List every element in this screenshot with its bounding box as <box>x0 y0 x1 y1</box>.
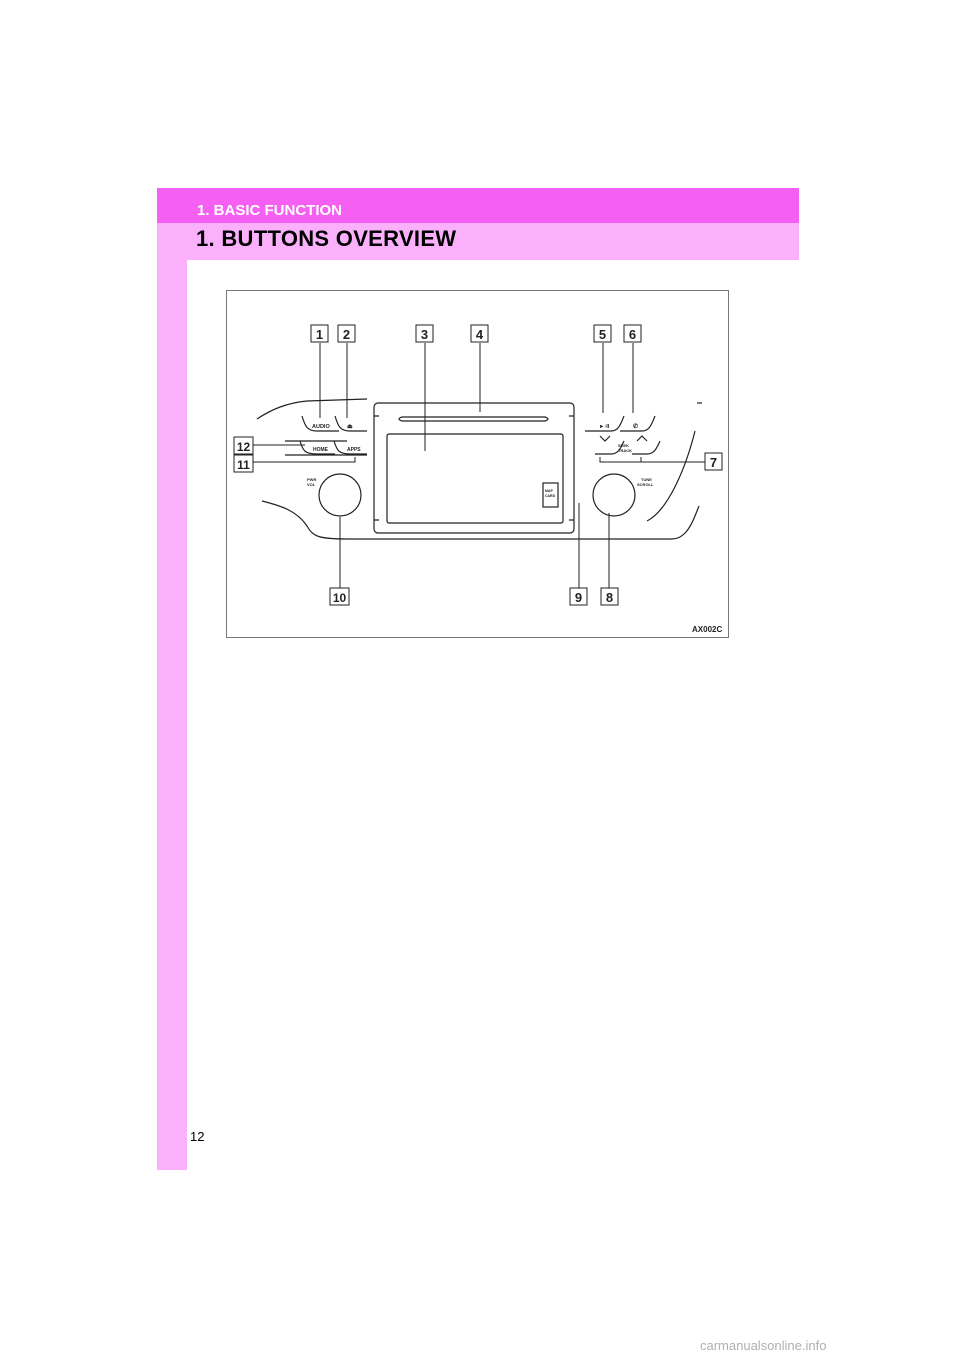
dashboard-outline <box>257 399 702 539</box>
section-label: 1. BASIC FUNCTION <box>197 202 343 219</box>
audio-label: AUDIO <box>312 424 330 430</box>
callout-9: 9 <box>574 590 583 605</box>
seek-label: SEEK <box>618 443 629 448</box>
callout-2: 2 <box>342 327 351 342</box>
card-label: CARD <box>545 494 556 498</box>
apps-label: APPS <box>347 447 361 453</box>
track-label: TRACK <box>618 448 632 453</box>
vol-label: VOL <box>307 482 316 487</box>
tune-label: TUNE <box>641 477 652 482</box>
watermark: carmanualsonline.info <box>700 1338 827 1353</box>
leader-lines <box>236 343 705 588</box>
home-label: HOME <box>313 447 328 453</box>
callout-10: 10 <box>332 591 347 605</box>
play-pause-label: ►·II <box>599 424 610 430</box>
phone-label: ✆ <box>633 424 639 430</box>
map-label: MAP <box>545 489 553 493</box>
callout-6: 6 <box>628 327 637 342</box>
buttons-diagram <box>226 290 729 638</box>
head-unit-illustration <box>227 291 730 639</box>
callout-7: 7 <box>709 455 718 470</box>
callout-5: 5 <box>598 327 607 342</box>
callout-4: 4 <box>475 327 484 342</box>
scroll-label: SCROLL <box>637 482 654 487</box>
side-strip <box>157 188 187 1170</box>
figure-code: AX002C <box>692 625 723 634</box>
page-title: 1. BUTTONS OVERVIEW <box>196 226 457 251</box>
pwr-label: PWR <box>307 477 317 482</box>
callout-12: 12 <box>236 440 251 454</box>
callout-11: 11 <box>237 458 250 472</box>
callout-numbers <box>237 327 717 605</box>
eject-label: ⏏ <box>347 424 353 430</box>
page-number: 12 <box>190 1129 205 1144</box>
callout-8: 8 <box>605 590 614 605</box>
callout-1: 1 <box>315 327 324 342</box>
callout-boxes <box>234 325 722 605</box>
callout-3: 3 <box>420 327 429 342</box>
